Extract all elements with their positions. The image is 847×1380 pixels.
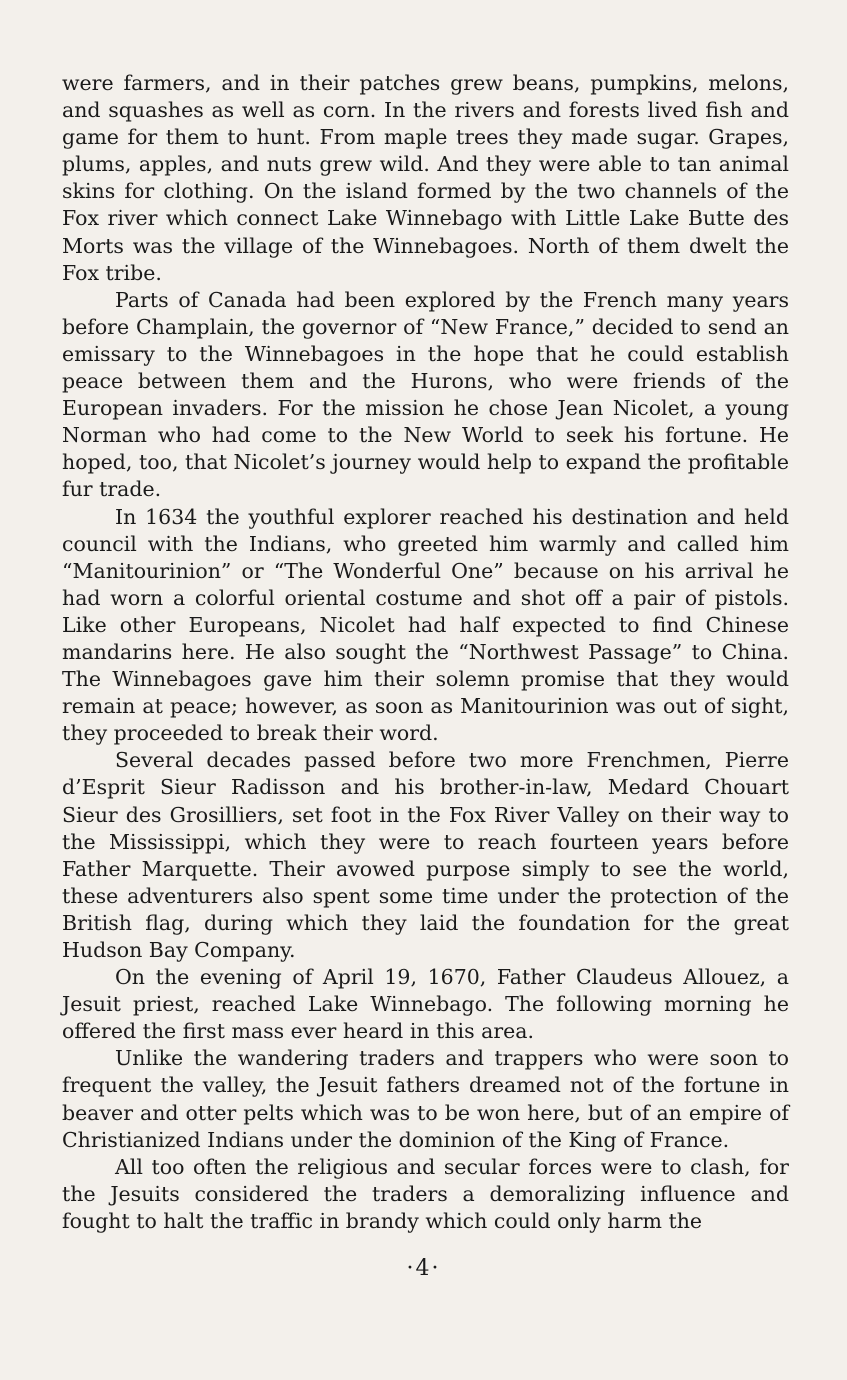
body-text: [62, 70, 789, 1235]
paragraph-radisson: Several decades passed before two more Frenchmen, Pierre d’Esprit Sieur Radisson and his brother-in-law, Medard Chouart Sieur des Grosilliers, set foot in the Fox River Valley on their way to the Mississippi, which they were to reach fourteen years before Father Marquette. Their avowed purpose simply to see the world, these adventurers also spent some time under the protection of the British flag, during which they laid the foundation for the great Hudson Bay Company.: [62, 748, 789, 962]
paragraph-jesuit-fathers: Unlike the wandering traders and trappers who were soon to frequent the valley, the Jesuit fathers dreamed not of the fortune in beaver and otter pelts which was to be won here, but of an empire of Christianized Indians under the dominion of the King of France.: [62, 1046, 789, 1152]
paragraph-nicolet-mission: Parts of Canada had been explored by the French many years before Champlain, the governor of “New France,” decided to send an emissary to the Winnebagoes in the hope that he could establish peace between them and the Hurons, who were friends of the European invaders. For the mission he chose Jean Nicolet, a young Norman who had come to the New World to seek his fortune. He hoped, too, that Nicolet’s journey would help to expand the profitable fur trade.: [62, 287, 789, 502]
paragraph-continuation: were farmers, and in their patches grew beans, pumpkins, melons, and squashes as well as corn. In the rivers and forests lived fish and game for them to hunt. From maple trees they made sugar. Grapes, plums, apples, and nuts grew wild. And they were able to tan animal skins for clothing. On the island formed by the two channels of the Fox river which connect Lake Winnebago with Little Lake Butte des Morts was the village of the Winnebagoes. North of them dwelt the Fox tribe.: [62, 71, 789, 285]
paragraph-allouez: On the evening of April 19, 1670, Father Claudeus Allouez, a Jesuit priest, reached Lake Winnebago. The following morning he offered the first mass ever heard in this area.: [62, 965, 789, 1044]
paragraph-religious-secular: All too often the religious and secular forces were to clash, for the Jesuits considered the traders a demoralizing influence and fought to halt the traffic in brandy which could only harm the: [62, 1154, 789, 1233]
page-number: ·4·: [406, 1256, 441, 1281]
paragraph-1634-council: In 1634 the youthful explorer reached his destination and held council with the Indians, who greeted him warmly and called him “Manitourinion” or “The Wonderful One” because on his arrival he had worn a colorful oriental costume and shot off a pair of pistols. Like other Europeans, Nicolet had half expected to find Chinese mandarins here. He also sought the “Northwest Passage” to China. The Winnebagoes gave him their solemn promise that they would remain at peace; however, as soon as Manitourinion was out of sight, they proceeded to break their word.: [62, 504, 789, 746]
